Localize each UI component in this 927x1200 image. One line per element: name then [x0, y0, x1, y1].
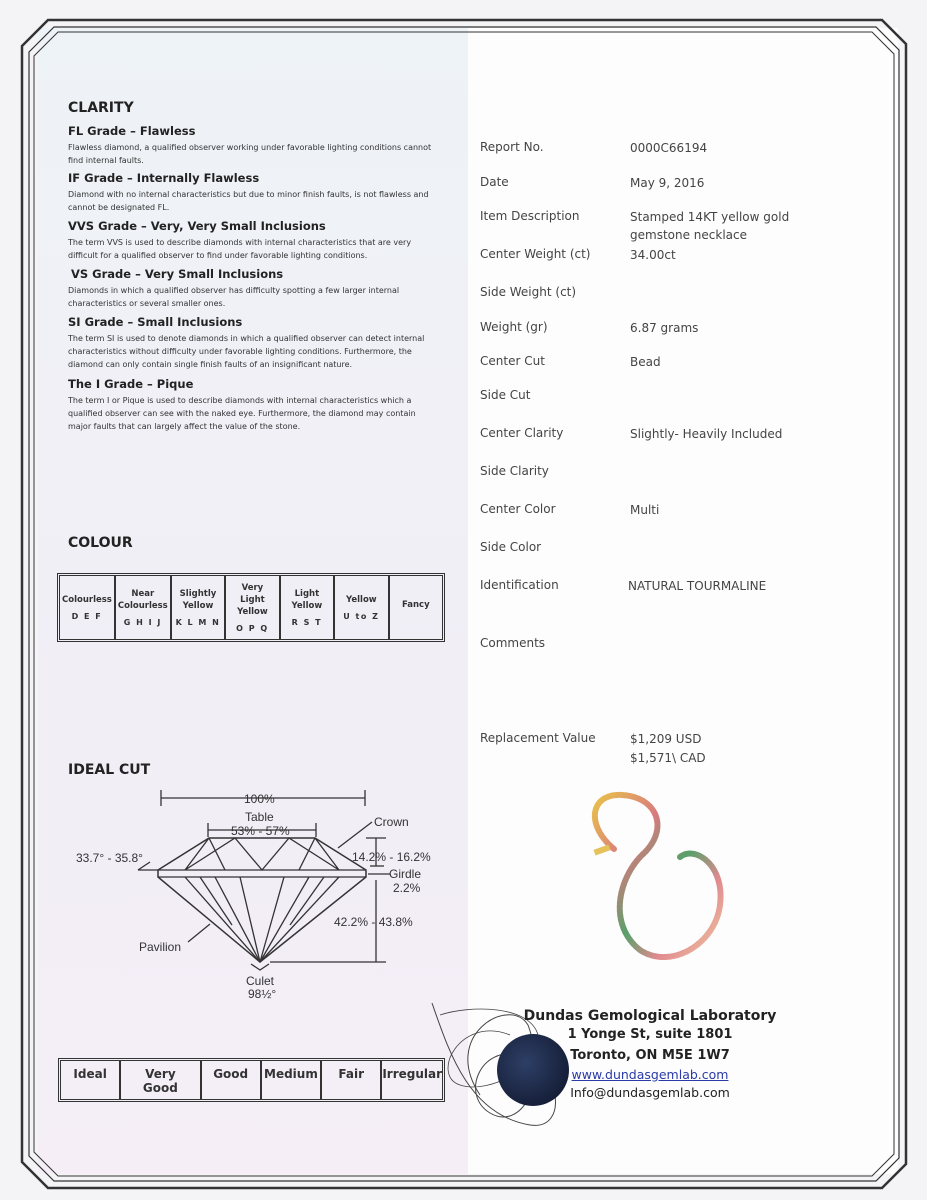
cut-grade-table	[58, 1058, 445, 1102]
pavilion-depth-label: 42.2% - 43.8%	[334, 915, 413, 929]
item-description-value: Stamped 14KT yellow gold gemstone necklace	[630, 210, 790, 242]
width-label: 100%	[244, 792, 275, 806]
date-value: May 9, 2016	[630, 176, 705, 190]
weight-gr-label: Weight (gr)	[480, 320, 548, 334]
colour-cell-label: Fancy	[401, 599, 430, 610]
replacement-value-label: Replacement Value	[480, 731, 596, 745]
cut-grade-cell: Good	[202, 1061, 262, 1099]
cut-grade-cell: Ideal	[61, 1061, 121, 1099]
grade-vs-title: VS Grade – Very Small Inclusions	[71, 267, 284, 281]
girdle-pct-label: 2.2%	[393, 881, 421, 895]
side-weight-label: Side Weight (ct)	[480, 285, 577, 299]
grade-vvs-title: VVS Grade – Very, Very Small Inclusions	[68, 219, 326, 233]
grade-if-desc: Diamond with no internal characteristics but due to minor finish faults, is not flawless and cannot be designated FL.	[68, 190, 429, 212]
lab-name: Dundas Gemological Laboratory	[523, 1008, 777, 1024]
colour-cell-label: Very Light Yellow	[237, 583, 268, 617]
lab-info	[520, 1008, 780, 1100]
grade-fl-desc: Flawless diamond, a qualified observer working under favorable lighting conditions cannot find internal faults.	[68, 143, 432, 165]
cut-grade-cell: Medium	[262, 1061, 322, 1099]
center-weight-value: 34.00ct	[630, 248, 676, 262]
cut-grade-cell: Very Good	[121, 1061, 201, 1099]
necklace-photo	[570, 785, 730, 970]
date-label: Date	[480, 175, 509, 189]
item-description-label: Item Description	[480, 209, 580, 223]
replacement-value-usd: $1,209 USD	[630, 732, 702, 746]
side-clarity-label: Side Clarity	[480, 464, 549, 478]
colour-cell-label: Yellow	[346, 595, 377, 605]
lab-address-line1: 1 Yonge St, suite 1801	[567, 1027, 733, 1042]
center-color-label: Center Color	[480, 502, 556, 516]
culet-angle-label: 98½°	[248, 987, 277, 1001]
table-range-label: 53% - 57%	[231, 824, 290, 838]
cut-grade-cell: Fair	[322, 1061, 382, 1099]
colour-cell-label: Near Colourless	[117, 589, 168, 611]
culet-label: Culet	[246, 974, 275, 988]
center-clarity-label: Center Clarity	[480, 426, 564, 440]
grade-si-title: SI Grade – Small Inclusions	[68, 315, 243, 329]
clarity-title: CLARITY	[68, 100, 134, 116]
grade-vvs-desc: The term VVS is used to describe diamonds with internal characteristics that are very difficult for a qualified observer to find under favorable lighting conditions.	[68, 238, 412, 260]
grade-i-desc: The term I or Pique is used to describe diamonds with internal characteristics which a qualified observer can see with the naked eye. Furthermore, the diamond may contain major faults that can largely affect the value of the stone.	[68, 396, 416, 431]
colour-cell-code: K L M N	[175, 618, 221, 627]
identification-value: NATURAL TOURMALINE	[628, 579, 767, 593]
lab-website-link[interactable]: www.dundasgemlab.com	[571, 1067, 729, 1082]
grade-si-desc: The term SI is used to denote diamonds in which a qualified observer can detect internal characteristics without difficulty under favorable lighting conditions. Furthermore, the diamond can only contain single finish faults of an insignificant nature.	[68, 334, 425, 369]
ideal-cut-title: IDEAL CUT	[68, 762, 151, 778]
weight-gr-value: 6.87 grams	[630, 321, 699, 335]
cut-grade-cell: Irregular	[382, 1067, 443, 1081]
colour-cell-code: D E F	[71, 612, 103, 621]
colour-cell-label: Slightly Yellow	[179, 589, 217, 611]
grade-if-title: IF Grade – Internally Flawless	[68, 171, 260, 185]
colour-cell-label: Light Yellow	[291, 589, 323, 611]
report-no-value: 0000C66194	[630, 141, 708, 155]
report-no-label: Report No.	[480, 140, 544, 154]
center-cut-label: Center Cut	[480, 354, 545, 368]
crown-height-label: 14.2% - 16.2%	[352, 850, 431, 864]
crown-label: Crown	[374, 815, 409, 829]
grade-vs-desc: Diamonds in which a qualified observer has difficulty spotting a few larger internal characteristics or several smaller ones.	[68, 286, 400, 308]
center-clarity-value: Slightly- Heavily Included	[630, 427, 783, 441]
grade-fl-title: FL Grade – Flawless	[68, 124, 196, 138]
center-cut-value: Bead	[630, 355, 661, 369]
identification-label: Identification	[480, 578, 559, 592]
colour-cell-code: R S T	[291, 618, 323, 627]
replacement-value-cad: $1,571\ CAD	[630, 751, 706, 765]
side-color-label: Side Color	[480, 540, 542, 554]
side-cut-label: Side Cut	[480, 388, 531, 402]
colour-cell-code: O P Q	[236, 624, 269, 633]
crown-angle-label: 33.7° - 35.8°	[76, 851, 143, 865]
pavilion-label: Pavilion	[139, 940, 182, 954]
center-weight-label: Center Weight (ct)	[480, 247, 591, 261]
comments-label: Comments	[480, 636, 546, 650]
colour-cell-code: U to Z	[343, 612, 380, 621]
grade-i-title: The I Grade – Pique	[68, 377, 194, 391]
girdle-label: Girdle	[389, 867, 422, 881]
colour-title: COLOUR	[68, 535, 133, 551]
table-label: Table	[245, 810, 274, 824]
lab-email: Info@dundasgemlab.com	[570, 1085, 730, 1100]
center-color-value: Multi	[630, 503, 660, 517]
colour-cell-code: G H I J	[123, 618, 162, 627]
colour-cell-label: Colourless	[62, 595, 112, 605]
lab-address-line2: Toronto, ON M5E 1W7	[570, 1048, 730, 1063]
